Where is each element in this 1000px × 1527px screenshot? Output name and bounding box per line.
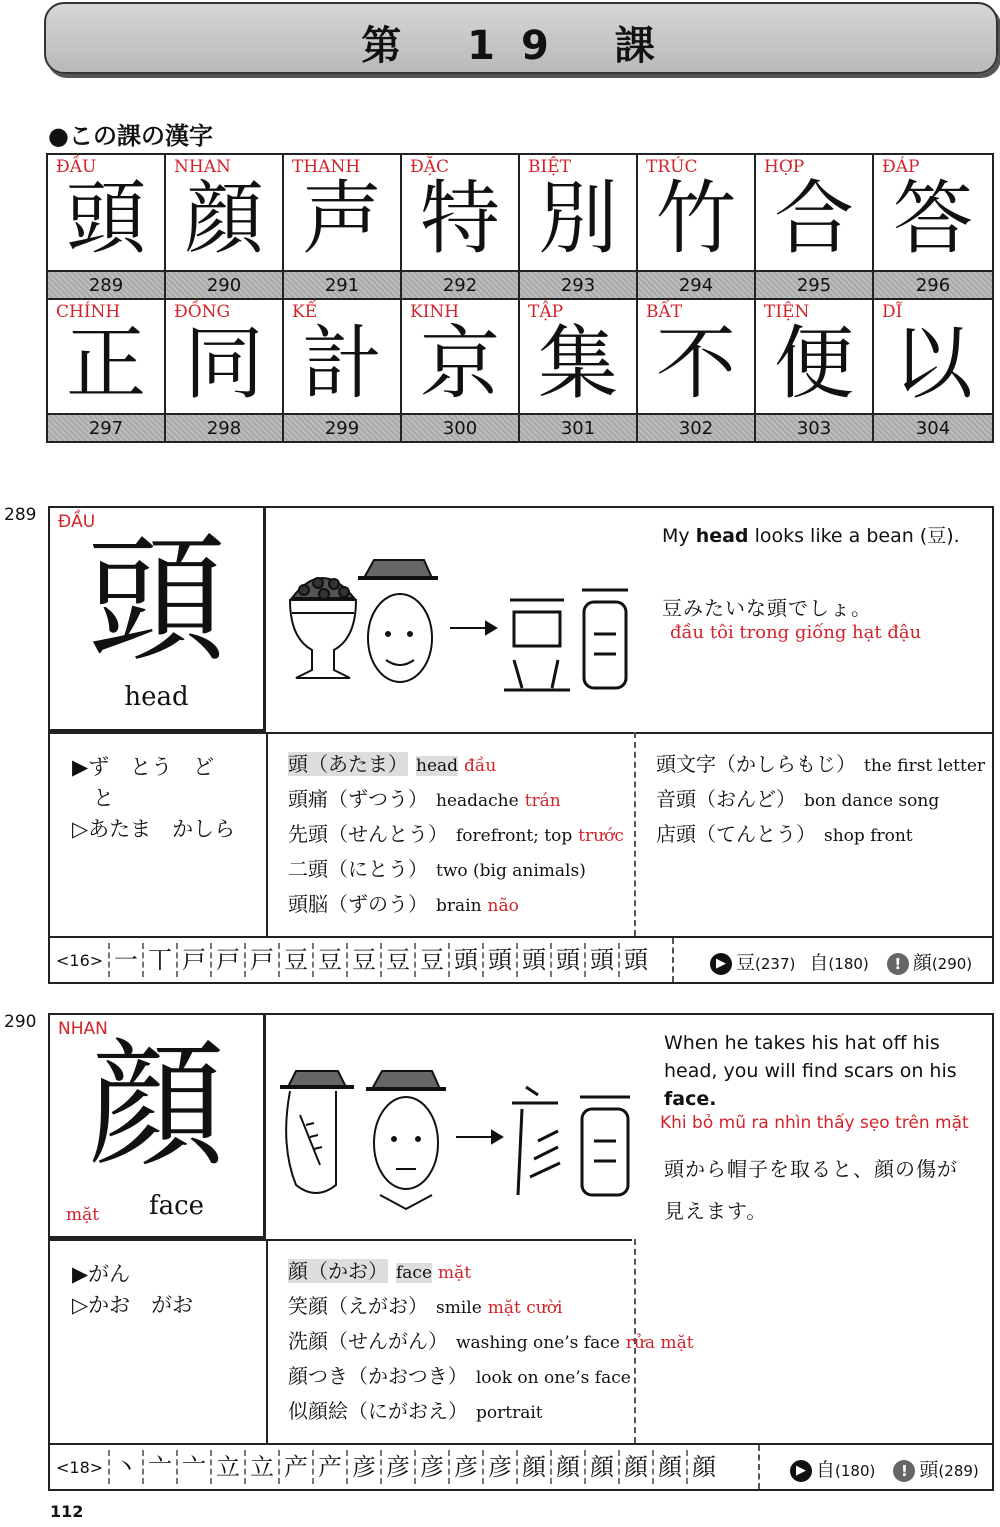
related-kanji: ▶ 自(180) ! 頭(289) bbox=[790, 1455, 979, 1482]
kanji-number: 292 bbox=[402, 270, 518, 298]
kanji-number: 298 bbox=[166, 413, 282, 441]
stroke-step: 顔 bbox=[652, 1450, 686, 1484]
play-icon: ▶ bbox=[710, 953, 732, 975]
stroke-step: 亠 bbox=[142, 1450, 176, 1484]
mnemonic-illustration bbox=[282, 538, 642, 718]
vocab-word: 頭脳（ずのう） bbox=[288, 892, 428, 916]
vocab-word: 顔つき（かおつき） bbox=[288, 1364, 468, 1388]
vocab-english: two (big animals) bbox=[436, 861, 586, 881]
vocab-word: 洗顔（せんがん） bbox=[288, 1329, 448, 1353]
vocab-word: 音頭（おんど） bbox=[656, 787, 796, 811]
kanji-character: 顔 bbox=[184, 172, 264, 265]
divider bbox=[758, 1445, 760, 1489]
kanji-cell bbox=[402, 155, 520, 298]
vocab-list-left bbox=[288, 748, 624, 923]
stroke-step: 戸 bbox=[244, 943, 278, 977]
stroke-step: 彦 bbox=[346, 1450, 380, 1484]
vocab-english: portrait bbox=[476, 1403, 543, 1423]
kanji-character: 答 bbox=[893, 172, 973, 265]
mnemonic-english: My head looks like a bean (豆). bbox=[662, 525, 960, 547]
mnemonic-japanese: 豆みたいな頭でしょ。 bbox=[662, 596, 872, 620]
vocab-english: head bbox=[416, 756, 459, 776]
stylized-kanji-drawing bbox=[504, 590, 628, 690]
mnemonic-vietnamese: đầu tôi trong giống hạt đậu bbox=[670, 622, 922, 643]
divider bbox=[50, 1239, 632, 1241]
kanji-cell bbox=[48, 155, 166, 298]
kanji-character: 特 bbox=[420, 172, 500, 265]
kanji-number: 297 bbox=[48, 413, 164, 441]
face-drawing bbox=[358, 560, 438, 682]
divider bbox=[266, 1239, 268, 1443]
stroke-step: 彦 bbox=[380, 1450, 414, 1484]
stroke-step: 豆 bbox=[414, 943, 448, 977]
divider bbox=[50, 732, 992, 734]
kanji-character: 便 bbox=[774, 317, 854, 410]
stroke-step: 丶 bbox=[108, 1450, 142, 1484]
face-drawing bbox=[366, 1071, 446, 1209]
kanji-cell bbox=[166, 298, 284, 441]
mnemonic-japanese: 頭から帽子を取ると、顔の傷が bbox=[664, 1157, 958, 1181]
kanji-character: 正 bbox=[66, 317, 146, 410]
kanji-number: 303 bbox=[756, 413, 872, 441]
lesson-title: 第 19 課 bbox=[361, 23, 681, 69]
kanji-meaning: head bbox=[124, 682, 189, 712]
stroke-step: 戸 bbox=[210, 943, 244, 977]
stroke-step: 豆 bbox=[278, 943, 312, 977]
stroke-step: 頭 bbox=[550, 943, 584, 977]
stroke-step: 豆 bbox=[346, 943, 380, 977]
stroke-steps bbox=[108, 1450, 720, 1484]
kanji-character: 別 bbox=[538, 172, 618, 265]
sino-vietnamese-label: TIỆN bbox=[764, 302, 810, 322]
kanji-cell bbox=[874, 155, 992, 298]
kanji-number: 299 bbox=[284, 413, 400, 441]
related-kanji: ▶ 豆(237) 自(180) ! 顔(290) bbox=[710, 948, 972, 975]
vocab-english: the first letter bbox=[864, 756, 986, 776]
kanji-character: 以 bbox=[893, 317, 973, 410]
stroke-step: 頭 bbox=[516, 943, 550, 977]
stroke-step: 頭 bbox=[618, 943, 652, 977]
stroke-step: 豆 bbox=[380, 943, 414, 977]
stroke-step: 彦 bbox=[482, 1450, 516, 1484]
vocab-english: brain bbox=[436, 896, 482, 916]
sino-vietnamese-label: KINH bbox=[410, 302, 460, 322]
kanji-number: 289 bbox=[48, 270, 164, 298]
vocab-vietnamese: rửa mặt bbox=[625, 1333, 694, 1353]
sino-vietnamese-label: TẬP bbox=[528, 302, 564, 322]
vocab-item bbox=[288, 783, 624, 818]
divider bbox=[266, 732, 268, 936]
vocab-english: washing one’s face bbox=[456, 1333, 620, 1353]
readings bbox=[72, 752, 235, 845]
kanji-character: 京 bbox=[420, 317, 500, 410]
sino-vietnamese-label: ĐỒNG bbox=[174, 302, 231, 322]
kanji-number: 291 bbox=[284, 270, 400, 298]
vocab-item bbox=[288, 1290, 694, 1325]
kanji-box bbox=[50, 508, 266, 732]
sino-vietnamese-label: TRÚC bbox=[646, 157, 698, 177]
kanji-cell bbox=[638, 155, 756, 298]
kanji-character: 同 bbox=[184, 317, 264, 410]
kanji-character: 計 bbox=[302, 317, 382, 410]
mnemonic-vietnamese: Khi bỏ mũ ra nhìn thấy sẹo trên mặt bbox=[660, 1113, 969, 1133]
vocab-english: bon dance song bbox=[804, 791, 940, 811]
stroke-step: 頭 bbox=[448, 943, 482, 977]
kanji-number: 296 bbox=[874, 270, 992, 298]
vocab-item bbox=[288, 853, 624, 888]
stroke-step: 戸 bbox=[176, 943, 210, 977]
exclamation-icon: ! bbox=[893, 1460, 915, 1482]
sino-vietnamese-label: ĐẶC bbox=[410, 157, 450, 177]
sino-vietnamese-label: THANH bbox=[292, 157, 361, 177]
sino-vietnamese-label: HỢP bbox=[764, 157, 805, 177]
kanji-cell bbox=[284, 155, 402, 298]
arrow-icon bbox=[450, 622, 496, 634]
stroke-step: 顔 bbox=[550, 1450, 584, 1484]
kanji-character: 頭 bbox=[66, 172, 146, 265]
sino-vietnamese-label: NHAN bbox=[174, 157, 231, 177]
sino-vietnamese-label: DĨ bbox=[882, 302, 903, 322]
vocab-word: 二頭（にとう） bbox=[288, 857, 428, 881]
sino-vietnamese-label: ĐẦU bbox=[56, 157, 97, 177]
section-title: ●この課の漢字 bbox=[48, 122, 213, 150]
kanji-character: 集 bbox=[538, 317, 618, 410]
vocab-word: 頭痛（ずつう） bbox=[288, 787, 428, 811]
kanji-number: 301 bbox=[520, 413, 636, 441]
kanji-grid bbox=[46, 153, 994, 443]
vocab-english: face bbox=[396, 1263, 433, 1283]
sino-vietnamese-label: BIỆT bbox=[528, 157, 571, 177]
kanji-cell bbox=[756, 298, 874, 441]
kanji-number: 304 bbox=[874, 413, 992, 441]
stroke-step: 亠 bbox=[176, 1450, 210, 1484]
stroke-step: 产 bbox=[278, 1450, 312, 1484]
vocab-english: forefront; top bbox=[456, 826, 573, 846]
on-readings: ▶がん bbox=[72, 1262, 131, 1286]
mnemonic-english: When he takes his hat off his head, you will find scars on his face. bbox=[664, 1032, 957, 1110]
stroke-count: <16> bbox=[56, 950, 104, 970]
vocab-word: 頭文字（かしらもじ） bbox=[656, 752, 856, 776]
vocab-vietnamese: não bbox=[487, 896, 519, 916]
vocab-item bbox=[656, 783, 985, 818]
stroke-step: 立 bbox=[210, 1450, 244, 1484]
kanji-number: 294 bbox=[638, 270, 754, 298]
kanji-entry-290 bbox=[48, 1013, 994, 1491]
arrow-icon bbox=[456, 1131, 502, 1143]
stroke-step: 丅 bbox=[142, 943, 176, 977]
kanji-number: 293 bbox=[520, 270, 636, 298]
mnemonic-japanese-2: 見えます。 bbox=[664, 1199, 768, 1223]
exclamation-icon: ! bbox=[887, 953, 909, 975]
vocab-word: 店頭（てんとう） bbox=[656, 822, 816, 846]
kanji-cell bbox=[874, 298, 992, 441]
entry-number: 289 bbox=[4, 505, 37, 525]
stroke-step: 顔 bbox=[686, 1450, 720, 1484]
stroke-step: 彦 bbox=[448, 1450, 482, 1484]
kanji-number: 290 bbox=[166, 270, 282, 298]
sino-vietnamese-label: CHÍNH bbox=[56, 302, 121, 322]
kanji-cell bbox=[48, 298, 166, 441]
vocab-item bbox=[288, 1395, 694, 1430]
stroke-step: 顔 bbox=[618, 1450, 652, 1484]
vocab-item bbox=[288, 1325, 694, 1360]
meaning-vietnamese: mặt bbox=[66, 1205, 100, 1225]
divider bbox=[672, 938, 674, 982]
readings bbox=[72, 1259, 193, 1321]
vocab-item bbox=[656, 748, 985, 783]
stroke-count: <18> bbox=[56, 1457, 104, 1477]
stroke-step: 顔 bbox=[516, 1450, 550, 1484]
vocab-item bbox=[656, 818, 985, 853]
stroke-step: 彦 bbox=[414, 1450, 448, 1484]
kanji-cell bbox=[520, 155, 638, 298]
vocab-list-right bbox=[656, 748, 985, 853]
scarred-face-drawing bbox=[280, 1071, 354, 1193]
kanji-number: 295 bbox=[756, 270, 872, 298]
vocab-word: 顔（かお） bbox=[288, 1259, 388, 1283]
page-number: 112 bbox=[50, 1502, 84, 1521]
sino-vietnamese-label: KẾ bbox=[292, 302, 318, 322]
sino-vietnamese-label: ĐẦU bbox=[58, 512, 96, 532]
stroke-step: 頭 bbox=[584, 943, 618, 977]
kanji-character: 竹 bbox=[656, 172, 736, 265]
bean-bowl-drawing bbox=[290, 578, 356, 678]
kanji-number: 302 bbox=[638, 413, 754, 441]
vocab-item bbox=[288, 888, 624, 923]
vocab-english: look on one’s face bbox=[475, 1368, 631, 1388]
play-icon: ▶ bbox=[790, 1460, 812, 1482]
kanji-box bbox=[50, 1015, 266, 1239]
vocab-item bbox=[288, 818, 624, 853]
vocab-item bbox=[288, 1255, 694, 1290]
vocab-english: headache bbox=[436, 791, 519, 811]
sino-vietnamese-label: BẤT bbox=[646, 302, 683, 322]
sino-vietnamese-label: NHAN bbox=[58, 1019, 108, 1039]
stroke-step: 立 bbox=[244, 1450, 278, 1484]
vocab-item bbox=[288, 748, 624, 783]
divider bbox=[634, 732, 636, 936]
kanji-character: 合 bbox=[774, 172, 854, 265]
kanji-meaning: face bbox=[148, 1191, 205, 1221]
mnemonic-illustration bbox=[276, 1045, 656, 1225]
stroke-step: 豆 bbox=[312, 943, 346, 977]
vocab-word: 先頭（せんとう） bbox=[288, 822, 448, 846]
vocab-word: 笑顔（えがお） bbox=[288, 1294, 428, 1318]
lesson-banner bbox=[44, 2, 998, 74]
stroke-step: 頭 bbox=[482, 943, 516, 977]
on-readings-2: と bbox=[72, 786, 114, 810]
vocab-vietnamese: trán bbox=[524, 791, 561, 811]
vocab-english: shop front bbox=[824, 826, 913, 846]
vocab-word: 似顔絵（にがおえ） bbox=[288, 1399, 468, 1423]
kanji-cell bbox=[520, 298, 638, 441]
stroke-step: 产 bbox=[312, 1450, 346, 1484]
kanji-entry-289 bbox=[48, 506, 994, 984]
stroke-steps bbox=[108, 943, 652, 977]
kanji-cell bbox=[402, 298, 520, 441]
kanji-number: 300 bbox=[402, 413, 518, 441]
on-readings: ▶ず とう ど bbox=[72, 755, 215, 779]
vocab-vietnamese: mặt cười bbox=[487, 1298, 563, 1318]
vocab-vietnamese: trước bbox=[578, 826, 624, 846]
kanji-cell bbox=[166, 155, 284, 298]
stroke-step: 一 bbox=[108, 943, 142, 977]
vocab-vietnamese: đầu bbox=[464, 756, 497, 776]
kanji-cell bbox=[756, 155, 874, 298]
entry-number: 290 bbox=[4, 1012, 37, 1032]
kanji-cell bbox=[284, 298, 402, 441]
stylized-kanji-drawing bbox=[512, 1087, 630, 1195]
vocab-vietnamese: mặt bbox=[438, 1263, 472, 1283]
main-kanji: 頭 bbox=[87, 520, 226, 681]
kanji-character: 声 bbox=[302, 172, 382, 265]
kanji-character: 不 bbox=[656, 317, 736, 410]
kanji-cell bbox=[638, 298, 756, 441]
vocab-english: smile bbox=[436, 1298, 482, 1318]
vocab-item bbox=[288, 1360, 694, 1395]
vocab-word: 頭（あたま） bbox=[288, 752, 408, 776]
stroke-step: 顔 bbox=[584, 1450, 618, 1484]
sino-vietnamese-label: ĐÁP bbox=[882, 157, 920, 177]
main-kanji: 顔 bbox=[87, 1025, 226, 1186]
kun-readings: ▷かお がお bbox=[72, 1293, 194, 1317]
kun-readings: ▷あたま かしら bbox=[72, 817, 236, 841]
vocab-list-left bbox=[288, 1255, 694, 1430]
